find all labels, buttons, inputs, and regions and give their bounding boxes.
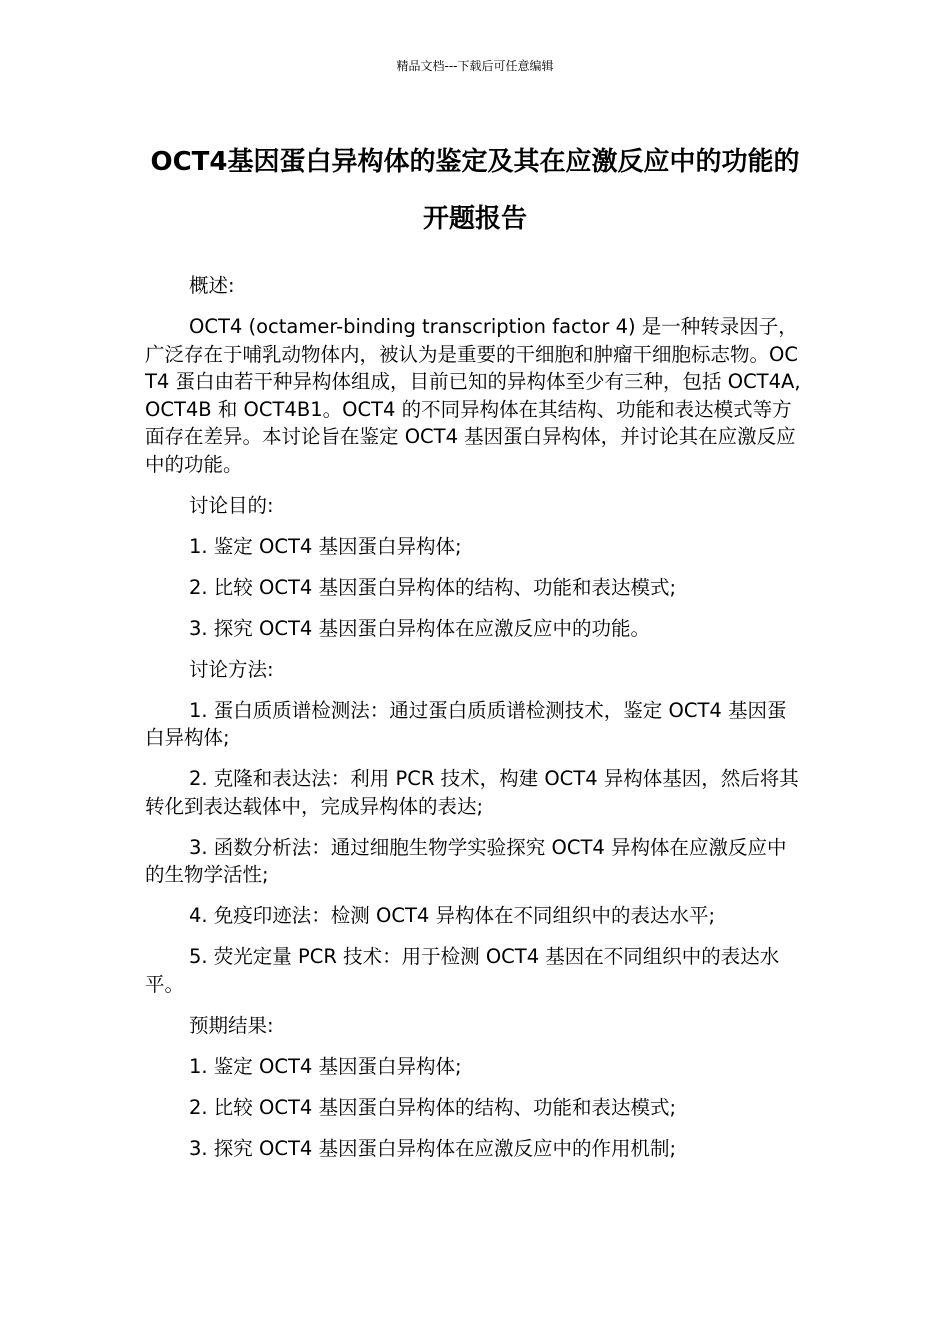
method-item-5: 5. 荧光定量 PCR 技术：用于检测 OCT4 基因在不同组织中的表达水平。 [145, 945, 780, 996]
results-item-2: 2. 比较 OCT4 基因蛋白异构体的结构、功能和表达模式; [189, 1095, 677, 1119]
method-item-1: 1. 蛋白质质谱检测法：通过蛋白质质谱检测技术，鉴定 OCT4 基因蛋白异构体; [145, 698, 787, 749]
method-item-2: 2. 克隆和表达法：利用 PCR 技术，构建 OCT4 异构体基因，然后将其转化到表达载体中，完成异构体的表达; [145, 767, 799, 818]
purpose-item-1: 1. 鉴定 OCT4 基因蛋白异构体; [189, 534, 462, 558]
method-heading: 讨论方法: [189, 657, 274, 681]
results-heading: 预期结果: [189, 1013, 274, 1037]
method-item-4: 4. 免疫印迹法：检测 OCT4 异构体在不同组织中的表达水平; [189, 904, 716, 927]
purpose-item-2: 2. 比较 OCT4 基因蛋白异构体的结构、功能和表达模式; [189, 575, 677, 599]
results-item-3: 3. 探究 OCT4 基因蛋白异构体在应激反应中的作用机制; [189, 1136, 677, 1160]
overview-paragraph: OCT4 (octamer-binding transcription factor 4) 是一种转录因子，广泛存在于哺乳动物体内，被认为是重要的干细胞和肿瘤干细胞标志物。OCT4 蛋白由若干种异构体组成，目前已知的异构体至少有三种，包括 OCT4A, OCT4B 和 OCT4B1。OCT4 的不同异构体在其结构、功能和表达模式等方面存在差异。本讨论旨在鉴定 OCT4 基因蛋白异构体，并讨论其在应激反应中的功能。 [145, 315, 801, 476]
purpose-heading: 讨论目的: [189, 493, 274, 517]
overview-heading: 概述: [189, 274, 235, 297]
header-note: 精品文档---下载后可任意编辑 [396, 59, 554, 73]
method-item-3: 3. 函数分析法：通过细胞生物学实验探究 OCT4 异构体在应激反应中的生物学活性; [145, 835, 787, 886]
document-body [145, 272, 805, 1176]
results-item-1: 1. 鉴定 OCT4 基因蛋白异构体; [189, 1054, 462, 1078]
document-title: OCT4基因蛋白异构体的鉴定及其在应激反应中的功能的开题报告 [150, 147, 800, 234]
purpose-item-3: 3. 探究 OCT4 基因蛋白异构体在应激反应中的功能。 [189, 616, 650, 640]
